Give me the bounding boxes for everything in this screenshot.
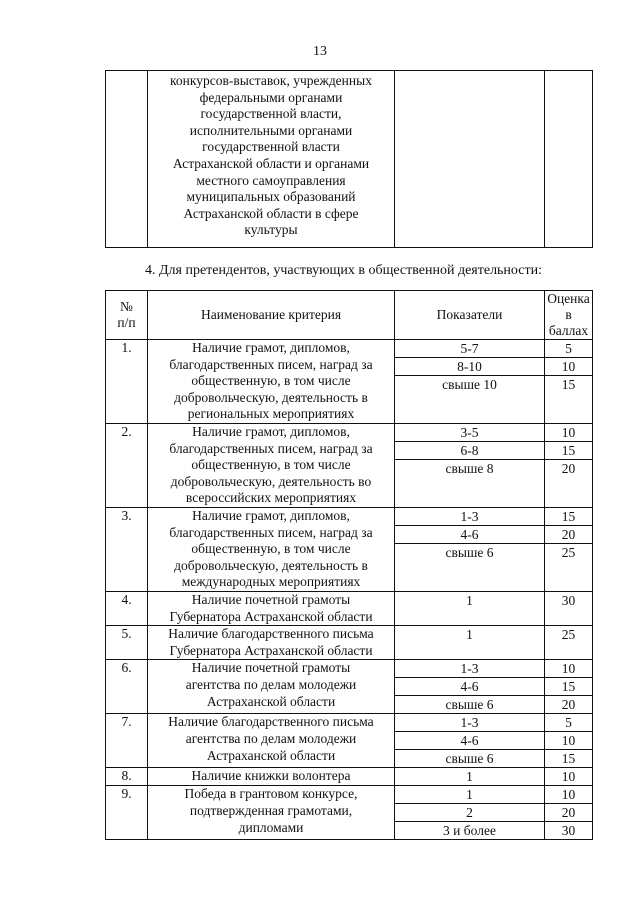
score-cell: [545, 508, 593, 592]
score-value: 25: [561, 627, 576, 643]
criterion-line: международных мероприятиях: [181, 574, 361, 590]
criterion-line: дипломами: [238, 819, 304, 835]
indicators-cell: [395, 340, 545, 424]
page-number: 13: [313, 44, 327, 59]
table-row: [106, 786, 593, 840]
indicator-value: 8-10: [395, 358, 544, 376]
criterion-line: исполнительными органами: [189, 122, 353, 138]
criterion-cell: [148, 424, 395, 508]
table-row: [106, 340, 593, 424]
criterion-line: агентства по делам молодежи: [185, 676, 357, 692]
row-number: 5.: [106, 626, 148, 660]
criteria-table: [105, 290, 593, 840]
criterion-line: добровольческую, деятельность в: [174, 557, 368, 573]
indicator-value: 1: [466, 769, 473, 785]
criterion-cell: [148, 768, 395, 786]
score-value: 15: [545, 508, 592, 526]
indicator-value: 4-6: [395, 678, 544, 696]
criterion-line: Наличие грамот, дипломов,: [192, 340, 350, 355]
indicators-cell: [395, 508, 545, 592]
score-value: 20: [561, 461, 576, 476]
criterion-line: муниципальных образований: [186, 189, 356, 205]
header-criterion: Наименование критерия: [148, 291, 395, 340]
criterion-cell: [148, 786, 395, 840]
criterion-line: благодарственных писем, наград за: [169, 440, 373, 456]
score-cell: [545, 71, 593, 248]
criterion-line: Наличие почетной грамоты: [191, 592, 351, 607]
score-value: 20: [561, 697, 576, 713]
row-number: 2.: [106, 424, 148, 508]
score-value: 30: [561, 593, 576, 608]
criterion-line: государственной власти: [202, 139, 340, 155]
table-row: [106, 660, 593, 714]
score-cell: [545, 714, 593, 768]
header-num-line: №: [120, 299, 133, 314]
indicator-value: 4-6: [395, 526, 544, 544]
score-value: 30: [561, 823, 576, 839]
score-cell: [545, 660, 593, 714]
criterion-cell: [148, 660, 395, 714]
indicator-value: свыше 8: [445, 461, 494, 476]
indicators-cell: [395, 71, 545, 248]
header-num-line: п/п: [117, 315, 136, 330]
criterion-line: федеральными органами: [199, 89, 343, 105]
row-number: 4.: [106, 592, 148, 626]
criterion-line: благодарственных писем, наград за: [169, 356, 373, 372]
criterion-cell: [148, 71, 395, 248]
indicator-value: 1-3: [395, 714, 544, 732]
criterion-line: Астраханской области в сфере: [183, 205, 359, 221]
criterion-line: Наличие благодарственного письма: [168, 714, 374, 730]
score-cell: [545, 786, 593, 840]
criterion-line: общественную, в том числе: [191, 541, 351, 557]
row-number: 6.: [106, 660, 148, 714]
indicators-cell: [395, 626, 545, 660]
score-value: 10: [545, 424, 592, 442]
indicator-value: 1: [395, 786, 544, 804]
indicator-value: свыше 6: [445, 751, 494, 767]
score-value: 20: [545, 526, 592, 544]
score-cell: [545, 592, 593, 626]
criterion-line: агентства по делам молодежи: [185, 730, 357, 746]
criterion-cell: [148, 626, 395, 660]
continuation-table: [105, 70, 593, 248]
criterion-line: Астраханской области и органами: [172, 155, 370, 171]
score-value: 15: [561, 751, 576, 767]
indicators-cell: [395, 424, 545, 508]
score-value: 10: [561, 769, 576, 785]
section-heading: 4. Для претендентов, участвующих в общественной деятельности:: [145, 263, 542, 278]
score-value: 5: [545, 714, 592, 732]
criterion-line: культуры: [244, 222, 298, 238]
indicator-value: 3-5: [395, 424, 544, 442]
score-value: 10: [545, 660, 592, 678]
criterion-line: Губернатора Астраханской области: [169, 642, 373, 658]
score-cell: [545, 768, 593, 786]
row-number: 8.: [106, 768, 148, 786]
table-row: [106, 626, 593, 660]
indicator-value: 4-6: [395, 732, 544, 750]
criterion-line: конкурсов-выставок, учрежденных: [170, 73, 372, 88]
indicator-value: 2: [395, 804, 544, 822]
criterion-line: Наличие почетной грамоты: [191, 660, 351, 676]
indicators-cell: [395, 660, 545, 714]
criterion-line: региональных мероприятиях: [187, 406, 355, 422]
criterion-line: местного самоуправления: [196, 172, 346, 188]
criterion-line: всероссийских мероприятиях: [185, 490, 357, 506]
score-value: 10: [545, 358, 592, 376]
row-number: 7.: [106, 714, 148, 768]
criterion-line: Наличие книжки волонтера: [191, 768, 351, 784]
indicators-cell: [395, 592, 545, 626]
header-score-line: Оценка в: [547, 291, 590, 322]
indicator-value: свыше 6: [445, 697, 494, 713]
indicator-value: 1: [466, 593, 473, 608]
score-cell: [545, 424, 593, 508]
criterion-line: Астраханской области: [206, 747, 336, 763]
table-row: [106, 508, 593, 592]
criterion-line: общественную, в том числе: [191, 373, 351, 389]
indicator-value: свыше 6: [445, 545, 494, 560]
header-num: [106, 291, 148, 340]
table-row: [106, 768, 593, 786]
criterion-line: государственной власти,: [200, 106, 342, 122]
table-row: [106, 71, 593, 248]
score-value: 10: [545, 786, 592, 804]
indicators-cell: [395, 768, 545, 786]
indicator-value: 1-3: [395, 660, 544, 678]
row-number: 9.: [106, 786, 148, 840]
score-value: 15: [561, 377, 576, 392]
indicators-cell: [395, 786, 545, 840]
table-row: [106, 714, 593, 768]
criterion-cell: [148, 508, 395, 592]
criterion-line: благодарственных писем, наград за: [169, 524, 373, 540]
num-cell: [106, 71, 148, 248]
score-value: 25: [561, 545, 576, 560]
criterion-line: подтвержденная грамотами,: [189, 802, 353, 818]
criterion-line: Победа в грантовом конкурсе,: [184, 786, 358, 802]
criterion-line: Наличие грамот, дипломов,: [192, 424, 350, 439]
header-score-line: баллах: [548, 323, 589, 338]
indicators-cell: [395, 714, 545, 768]
criterion-cell: [148, 714, 395, 768]
indicator-value: 3 и более: [443, 823, 496, 839]
table-row: [106, 592, 593, 626]
criterion-line: Наличие благодарственного письма: [168, 626, 374, 642]
criterion-line: Астраханской области: [206, 693, 336, 709]
indicator-value: 6-8: [395, 442, 544, 460]
row-number: 3.: [106, 508, 148, 592]
header-score: [545, 291, 593, 340]
score-value: 20: [545, 804, 592, 822]
criterion-line: добровольческую, деятельность во: [170, 473, 372, 489]
score-cell: [545, 626, 593, 660]
indicator-value: свыше 10: [442, 377, 497, 392]
indicator-value: 1: [466, 627, 473, 643]
header-indicators: Показатели: [395, 291, 545, 340]
score-value: 15: [545, 678, 592, 696]
criterion-line: Губернатора Астраханской области: [169, 608, 373, 624]
criterion-line: добровольческую, деятельность в: [174, 389, 368, 405]
indicator-value: 5-7: [395, 340, 544, 358]
criterion-cell: [148, 340, 395, 424]
indicator-value: 1-3: [395, 508, 544, 526]
score-cell: [545, 340, 593, 424]
header-row: [106, 291, 593, 340]
table-row: [106, 424, 593, 508]
score-value: 10: [545, 732, 592, 750]
score-value: 15: [545, 442, 592, 460]
score-value: 5: [545, 340, 592, 358]
row-number: 1.: [106, 340, 148, 424]
criterion-cell: [148, 592, 395, 626]
criterion-line: Наличие грамот, дипломов,: [192, 508, 350, 523]
criterion-line: общественную, в том числе: [191, 457, 351, 473]
